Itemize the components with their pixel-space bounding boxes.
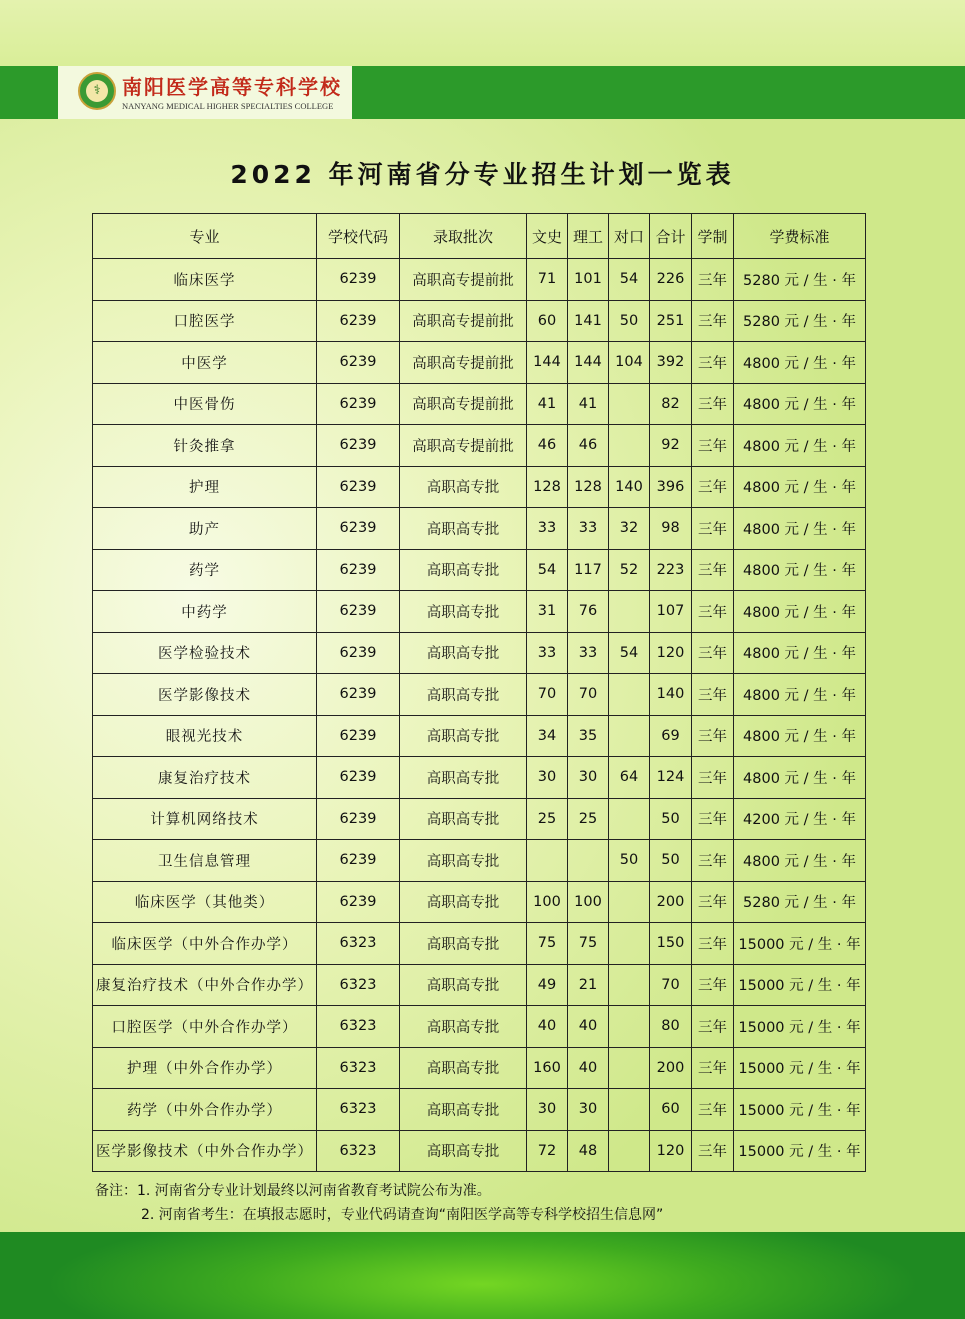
notes <box>95 1179 663 1227</box>
tuition-cell: 15000 元 / 生 · 年 <box>734 964 866 1006</box>
total-cell: 82 <box>650 383 692 425</box>
vocational-count-cell <box>609 674 650 716</box>
arts-count-cell: 34 <box>527 715 568 757</box>
batch-cell: 高职高专批 <box>400 840 527 882</box>
table-row <box>93 798 866 840</box>
major-cell: 针灸推拿 <box>93 425 317 467</box>
school-name-en: NANYANG MEDICAL HIGHER SPECIALTIES COLLEGE <box>122 101 334 111</box>
arts-count-cell: 144 <box>527 342 568 384</box>
table-row <box>93 300 866 342</box>
science-count-cell: 21 <box>568 964 609 1006</box>
duration-cell: 三年 <box>692 508 734 550</box>
duration-cell: 三年 <box>692 632 734 674</box>
arts-count-cell: 100 <box>527 881 568 923</box>
vocational-count-cell <box>609 591 650 633</box>
batch-cell: 高职高专提前批 <box>400 425 527 467</box>
column-header: 专业 <box>93 214 317 259</box>
school-code-cell: 6239 <box>317 549 400 591</box>
column-header: 合计 <box>650 214 692 259</box>
table-row <box>93 1047 866 1089</box>
science-count-cell: 76 <box>568 591 609 633</box>
tuition-cell: 4200 元 / 生 · 年 <box>734 798 866 840</box>
arts-count-cell: 40 <box>527 1006 568 1048</box>
table-row <box>93 259 866 301</box>
science-count-cell <box>568 840 609 882</box>
science-count-cell: 100 <box>568 881 609 923</box>
major-cell: 护理 <box>93 466 317 508</box>
batch-cell: 高职高专批 <box>400 923 527 965</box>
school-code-cell: 6239 <box>317 466 400 508</box>
school-code-cell: 6239 <box>317 798 400 840</box>
school-code-cell: 6239 <box>317 632 400 674</box>
arts-count-cell: 25 <box>527 798 568 840</box>
tuition-cell: 4800 元 / 生 · 年 <box>734 508 866 550</box>
vocational-count-cell: 50 <box>609 840 650 882</box>
batch-cell: 高职高专批 <box>400 881 527 923</box>
note-line: 备注：1. 河南省分专业计划最终以河南省教育考试院公布为准。 <box>95 1183 491 1199</box>
major-cell: 口腔医学 <box>93 300 317 342</box>
school-code-cell: 6239 <box>317 757 400 799</box>
arts-count-cell: 72 <box>527 1130 568 1172</box>
major-cell: 中医骨伤 <box>93 383 317 425</box>
school-name-cn: 南阳医学高等专科学校 <box>122 75 342 99</box>
batch-cell: 高职高专提前批 <box>400 342 527 384</box>
column-header: 对口 <box>609 214 650 259</box>
school-code-cell: 6323 <box>317 1006 400 1048</box>
science-count-cell: 75 <box>568 923 609 965</box>
batch-cell: 高职高专批 <box>400 798 527 840</box>
tuition-cell: 4800 元 / 生 · 年 <box>734 591 866 633</box>
vocational-count-cell: 54 <box>609 259 650 301</box>
tuition-cell: 15000 元 / 生 · 年 <box>734 1089 866 1131</box>
total-cell: 120 <box>650 1130 692 1172</box>
tuition-cell: 4800 元 / 生 · 年 <box>734 840 866 882</box>
arts-count-cell: 30 <box>527 757 568 799</box>
table-row <box>93 1006 866 1048</box>
total-cell: 396 <box>650 466 692 508</box>
science-count-cell: 25 <box>568 798 609 840</box>
duration-cell: 三年 <box>692 1089 734 1131</box>
major-cell: 卫生信息管理 <box>93 840 317 882</box>
school-code-cell: 6239 <box>317 300 400 342</box>
science-count-cell: 48 <box>568 1130 609 1172</box>
column-header: 学制 <box>692 214 734 259</box>
duration-cell: 三年 <box>692 715 734 757</box>
vocational-count-cell <box>609 715 650 757</box>
tuition-cell: 5280 元 / 生 · 年 <box>734 259 866 301</box>
tuition-cell: 4800 元 / 生 · 年 <box>734 674 866 716</box>
duration-cell: 三年 <box>692 425 734 467</box>
vocational-count-cell: 52 <box>609 549 650 591</box>
science-count-cell: 144 <box>568 342 609 384</box>
arts-count-cell: 54 <box>527 549 568 591</box>
table-row <box>93 632 866 674</box>
table-row <box>93 425 866 467</box>
batch-cell: 高职高专批 <box>400 715 527 757</box>
table-row <box>93 1130 866 1172</box>
science-count-cell: 70 <box>568 674 609 716</box>
science-count-cell: 128 <box>568 466 609 508</box>
major-cell: 眼视光技术 <box>93 715 317 757</box>
vocational-count-cell: 50 <box>609 300 650 342</box>
arts-count-cell: 33 <box>527 508 568 550</box>
tuition-cell: 4800 元 / 生 · 年 <box>734 342 866 384</box>
batch-cell: 高职高专提前批 <box>400 259 527 301</box>
top-strip <box>0 0 965 66</box>
tuition-cell: 5280 元 / 生 · 年 <box>734 300 866 342</box>
column-header: 录取批次 <box>400 214 527 259</box>
table-row <box>93 881 866 923</box>
arts-count-cell: 33 <box>527 632 568 674</box>
major-cell: 临床医学 <box>93 259 317 301</box>
table-header-row <box>93 214 866 259</box>
school-emblem-icon <box>78 72 116 110</box>
column-header: 学校代码 <box>317 214 400 259</box>
tuition-cell: 4800 元 / 生 · 年 <box>734 715 866 757</box>
science-count-cell: 117 <box>568 549 609 591</box>
vocational-count-cell <box>609 383 650 425</box>
table-row <box>93 549 866 591</box>
major-cell: 康复治疗技术（中外合作办学） <box>93 964 317 1006</box>
duration-cell: 三年 <box>692 1130 734 1172</box>
school-code-cell: 6239 <box>317 881 400 923</box>
arts-count-cell: 30 <box>527 1089 568 1131</box>
batch-cell: 高职高专提前批 <box>400 300 527 342</box>
tuition-cell: 15000 元 / 生 · 年 <box>734 1006 866 1048</box>
vocational-count-cell: 32 <box>609 508 650 550</box>
vocational-count-cell <box>609 923 650 965</box>
vocational-count-cell <box>609 425 650 467</box>
school-code-cell: 6323 <box>317 964 400 1006</box>
total-cell: 223 <box>650 549 692 591</box>
total-cell: 92 <box>650 425 692 467</box>
header-band-right <box>352 66 965 119</box>
duration-cell: 三年 <box>692 591 734 633</box>
total-cell: 98 <box>650 508 692 550</box>
total-cell: 392 <box>650 342 692 384</box>
tuition-cell: 4800 元 / 生 · 年 <box>734 757 866 799</box>
duration-cell: 三年 <box>692 757 734 799</box>
batch-cell: 高职高专批 <box>400 466 527 508</box>
tuition-cell: 4800 元 / 生 · 年 <box>734 466 866 508</box>
duration-cell: 三年 <box>692 383 734 425</box>
batch-cell: 高职高专批 <box>400 674 527 716</box>
arts-count-cell: 41 <box>527 383 568 425</box>
table-row <box>93 964 866 1006</box>
total-cell: 150 <box>650 923 692 965</box>
tuition-cell: 5280 元 / 生 · 年 <box>734 881 866 923</box>
vocational-count-cell <box>609 881 650 923</box>
vocational-count-cell <box>609 1006 650 1048</box>
school-code-cell: 6323 <box>317 1047 400 1089</box>
total-cell: 69 <box>650 715 692 757</box>
batch-cell: 高职高专提前批 <box>400 383 527 425</box>
duration-cell: 三年 <box>692 923 734 965</box>
table-row <box>93 508 866 550</box>
duration-cell: 三年 <box>692 1047 734 1089</box>
arts-count-cell: 60 <box>527 300 568 342</box>
major-cell: 医学影像技术（中外合作办学） <box>93 1130 317 1172</box>
science-count-cell: 33 <box>568 632 609 674</box>
school-code-cell: 6239 <box>317 508 400 550</box>
column-header: 理工 <box>568 214 609 259</box>
batch-cell: 高职高专批 <box>400 549 527 591</box>
total-cell: 251 <box>650 300 692 342</box>
major-cell: 中药学 <box>93 591 317 633</box>
vocational-count-cell: 54 <box>609 632 650 674</box>
total-cell: 140 <box>650 674 692 716</box>
science-count-cell: 30 <box>568 757 609 799</box>
duration-cell: 三年 <box>692 342 734 384</box>
table-row <box>93 466 866 508</box>
table-row <box>93 383 866 425</box>
batch-cell: 高职高专批 <box>400 1047 527 1089</box>
school-code-cell: 6239 <box>317 674 400 716</box>
vocational-count-cell: 64 <box>609 757 650 799</box>
total-cell: 200 <box>650 1047 692 1089</box>
school-code-cell: 6239 <box>317 715 400 757</box>
arts-count-cell: 46 <box>527 425 568 467</box>
arts-count-cell: 31 <box>527 591 568 633</box>
major-cell: 医学检验技术 <box>93 632 317 674</box>
batch-cell: 高职高专批 <box>400 1089 527 1131</box>
column-header: 文史 <box>527 214 568 259</box>
school-code-cell: 6323 <box>317 923 400 965</box>
major-cell: 药学（中外合作办学） <box>93 1089 317 1131</box>
major-cell: 口腔医学（中外合作办学） <box>93 1006 317 1048</box>
school-code-cell: 6239 <box>317 425 400 467</box>
science-count-cell: 30 <box>568 1089 609 1131</box>
arts-count-cell: 160 <box>527 1047 568 1089</box>
table-row <box>93 591 866 633</box>
table-row <box>93 840 866 882</box>
science-count-cell: 101 <box>568 259 609 301</box>
major-cell: 临床医学（中外合作办学） <box>93 923 317 965</box>
tuition-cell: 15000 元 / 生 · 年 <box>734 923 866 965</box>
table-row <box>93 1089 866 1131</box>
caduceus-icon: ⚕ <box>86 80 108 102</box>
science-count-cell: 33 <box>568 508 609 550</box>
science-count-cell: 40 <box>568 1006 609 1048</box>
arts-count-cell: 128 <box>527 466 568 508</box>
arts-count-cell: 70 <box>527 674 568 716</box>
science-count-cell: 35 <box>568 715 609 757</box>
arts-count-cell <box>527 840 568 882</box>
batch-cell: 高职高专批 <box>400 964 527 1006</box>
science-count-cell: 41 <box>568 383 609 425</box>
major-cell: 护理（中外合作办学） <box>93 1047 317 1089</box>
major-cell: 医学影像技术 <box>93 674 317 716</box>
table-body <box>93 259 866 1172</box>
tuition-cell: 4800 元 / 生 · 年 <box>734 632 866 674</box>
arts-count-cell: 71 <box>527 259 568 301</box>
school-code-cell: 6239 <box>317 840 400 882</box>
duration-cell: 三年 <box>692 881 734 923</box>
vocational-count-cell <box>609 1089 650 1131</box>
arts-count-cell: 49 <box>527 964 568 1006</box>
vocational-count-cell <box>609 1047 650 1089</box>
major-cell: 助产 <box>93 508 317 550</box>
major-cell: 药学 <box>93 549 317 591</box>
vocational-count-cell: 140 <box>609 466 650 508</box>
school-code-cell: 6239 <box>317 342 400 384</box>
duration-cell: 三年 <box>692 1006 734 1048</box>
total-cell: 80 <box>650 1006 692 1048</box>
vocational-count-cell <box>609 798 650 840</box>
total-cell: 226 <box>650 259 692 301</box>
school-code-cell: 6239 <box>317 259 400 301</box>
vocational-count-cell <box>609 964 650 1006</box>
science-count-cell: 46 <box>568 425 609 467</box>
enrollment-plan-table <box>92 213 866 1172</box>
tuition-cell: 4800 元 / 生 · 年 <box>734 425 866 467</box>
column-header: 学费标准 <box>734 214 866 259</box>
total-cell: 124 <box>650 757 692 799</box>
school-code-cell: 6239 <box>317 383 400 425</box>
school-code-cell: 6323 <box>317 1130 400 1172</box>
total-cell: 60 <box>650 1089 692 1131</box>
total-cell: 107 <box>650 591 692 633</box>
vocational-count-cell <box>609 1130 650 1172</box>
school-code-cell: 6323 <box>317 1089 400 1131</box>
batch-cell: 高职高专批 <box>400 1006 527 1048</box>
arts-count-cell: 75 <box>527 923 568 965</box>
duration-cell: 三年 <box>692 466 734 508</box>
duration-cell: 三年 <box>692 798 734 840</box>
total-cell: 50 <box>650 798 692 840</box>
total-cell: 70 <box>650 964 692 1006</box>
duration-cell: 三年 <box>692 840 734 882</box>
major-cell: 康复治疗技术 <box>93 757 317 799</box>
batch-cell: 高职高专批 <box>400 591 527 633</box>
major-cell: 中医学 <box>93 342 317 384</box>
table-row <box>93 757 866 799</box>
note-line: 2. 河南省考生：在填报志愿时，专业代码请查询“南阳医学高等专科学校招生信息网” <box>141 1207 664 1223</box>
vocational-count-cell: 104 <box>609 342 650 384</box>
major-cell: 临床医学（其他类） <box>93 881 317 923</box>
tuition-cell: 4800 元 / 生 · 年 <box>734 383 866 425</box>
tuition-cell: 15000 元 / 生 · 年 <box>734 1130 866 1172</box>
table-row <box>93 715 866 757</box>
science-count-cell: 40 <box>568 1047 609 1089</box>
tuition-cell: 15000 元 / 生 · 年 <box>734 1047 866 1089</box>
table-row <box>93 342 866 384</box>
batch-cell: 高职高专批 <box>400 508 527 550</box>
school-code-cell: 6239 <box>317 591 400 633</box>
science-count-cell: 141 <box>568 300 609 342</box>
page-title: 2022 年河南省分专业招生计划一览表 <box>230 160 735 189</box>
tuition-cell: 4800 元 / 生 · 年 <box>734 549 866 591</box>
total-cell: 200 <box>650 881 692 923</box>
duration-cell: 三年 <box>692 674 734 716</box>
batch-cell: 高职高专批 <box>400 757 527 799</box>
duration-cell: 三年 <box>692 300 734 342</box>
batch-cell: 高职高专批 <box>400 1130 527 1172</box>
footer-band <box>0 1232 965 1319</box>
table-row <box>93 674 866 716</box>
batch-cell: 高职高专批 <box>400 632 527 674</box>
duration-cell: 三年 <box>692 549 734 591</box>
total-cell: 120 <box>650 632 692 674</box>
header-band-left <box>0 66 58 119</box>
major-cell: 计算机网络技术 <box>93 798 317 840</box>
total-cell: 50 <box>650 840 692 882</box>
duration-cell: 三年 <box>692 964 734 1006</box>
table-row <box>93 923 866 965</box>
duration-cell: 三年 <box>692 259 734 301</box>
